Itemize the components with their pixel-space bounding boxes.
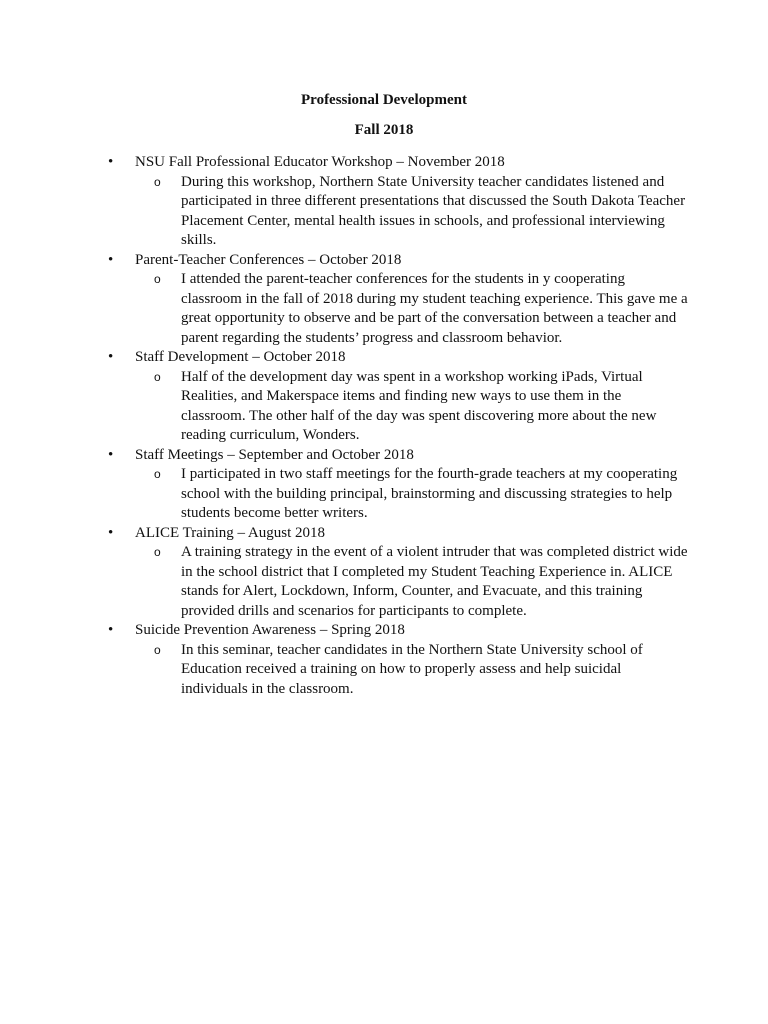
list-item bbox=[108, 524, 688, 622]
bullet-icon: • bbox=[108, 154, 114, 170]
item-detail bbox=[154, 368, 688, 446]
item-detail bbox=[154, 543, 688, 621]
item-detail bbox=[154, 465, 688, 524]
bullet-icon: • bbox=[108, 349, 114, 365]
sub-bullet-icon: o bbox=[154, 272, 161, 286]
item-detail bbox=[154, 173, 688, 251]
bullet-icon: • bbox=[108, 251, 114, 268]
document-subtitle: Fall 2018 bbox=[354, 122, 414, 138]
development-list bbox=[108, 153, 688, 699]
item-detail-text: During this workshop, Northern State University teacher candidates listened and participated in three different presentations that discussed the South Dakota Teacher Placement Center, mental health issues in schools, and professional interviewing skills. bbox=[181, 173, 686, 248]
item-detail-text: Half of the development day was spent in a workshop working iPads, Virtual Realities, and Makerspace items and finding new ways to use them in the classroom. The other half of the day was spent discovering more about the new reading curriculum, Wonders. bbox=[181, 368, 657, 443]
item-detail-text: I participated in two staff meetings for the fourth-grade teachers at my cooperating school with the building principal, brainstorming and discussing strategies to help students become better writers. bbox=[181, 466, 678, 521]
list-item bbox=[108, 153, 688, 251]
sub-bullet-icon: o bbox=[154, 174, 161, 189]
item-detail bbox=[154, 641, 688, 700]
item-detail-text: A training strategy in the event of a violent intruder that was completed district wide in the school district that I completed my Student Teaching Experience in. ALICE stands for Alert, Lockdown, Inform, Counter, and Evacuate, and this training provided drills and scenarios for participants to complete. bbox=[181, 544, 688, 619]
list-item bbox=[108, 621, 688, 699]
item-heading: Staff Meetings – September and October 2018 bbox=[135, 446, 414, 463]
item-heading: ALICE Training – August 2018 bbox=[135, 524, 326, 541]
sub-bullet-icon: o bbox=[154, 369, 161, 384]
item-detail-text: I attended the parent-teacher conferences for the students in y cooperating classroom in the fall of 2018 during my student teaching experience. This gave me a great opportunity to observe and be part of the conversation between a teacher and parent regarding the students’ progress and classroom behavior. bbox=[181, 271, 688, 346]
bullet-icon: • bbox=[108, 622, 114, 638]
item-detail-text: In this seminar, teacher candidates in the Northern State University school of Education received a training on how to properly assess and help suicidal individuals in the classroom. bbox=[181, 641, 643, 697]
item-heading: NSU Fall Professional Educator Workshop – November 2018 bbox=[135, 154, 505, 170]
item-detail bbox=[154, 270, 688, 348]
list-item bbox=[108, 251, 688, 349]
item-heading: Suicide Prevention Awareness – Spring 2018 bbox=[135, 622, 405, 638]
list-item bbox=[108, 348, 688, 446]
sub-bullet-icon: o bbox=[154, 467, 161, 481]
bullet-icon: • bbox=[108, 446, 114, 463]
item-heading: Staff Development – October 2018 bbox=[135, 349, 346, 365]
sub-bullet-icon: o bbox=[154, 545, 161, 559]
item-heading: Parent-Teacher Conferences – October 2018 bbox=[135, 251, 402, 268]
list-item bbox=[108, 446, 688, 524]
document-title: Professional Development bbox=[301, 92, 467, 108]
sub-bullet-icon: o bbox=[154, 642, 161, 657]
bullet-icon: • bbox=[108, 524, 114, 541]
